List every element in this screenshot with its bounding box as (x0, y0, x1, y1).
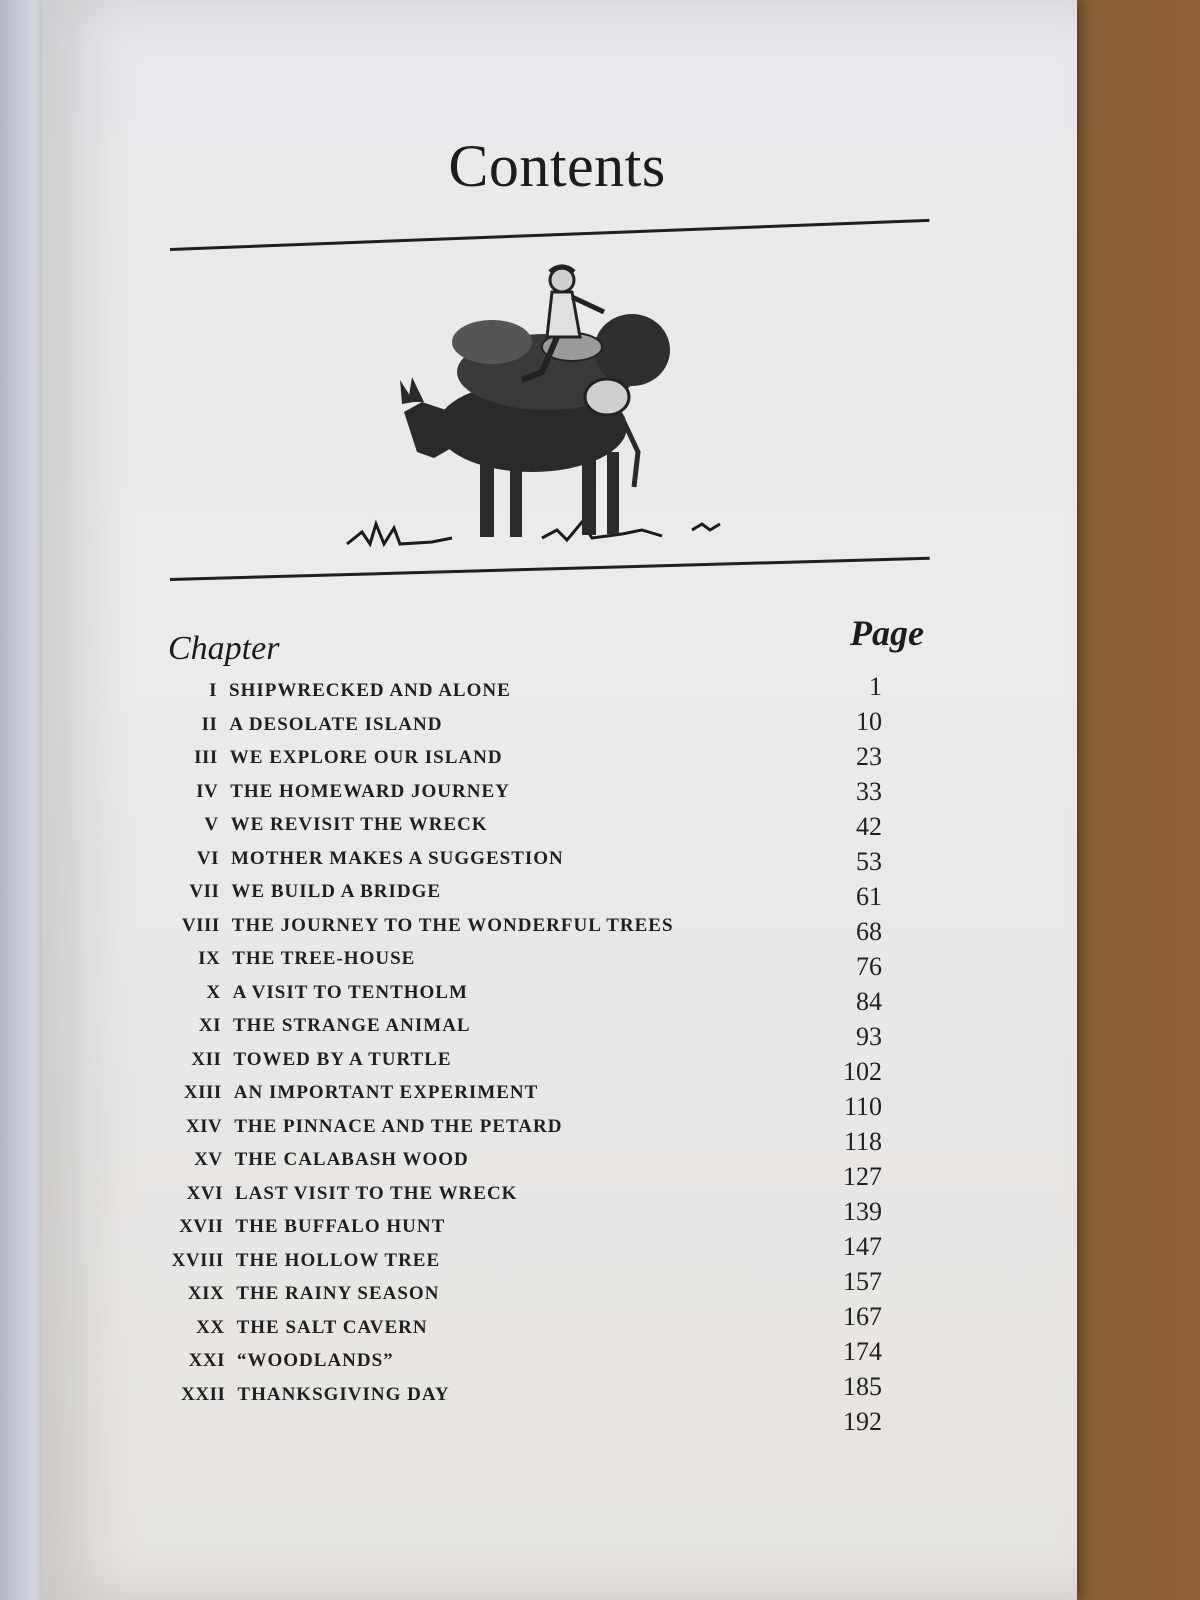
chapter-title: WE BUILD A BRIDGE (231, 881, 442, 902)
toc-entry (138, 781, 778, 811)
toc-entry (139, 848, 779, 878)
chapter-title: THE SALT CAVERN (236, 1316, 428, 1338)
chapter-number: XXI (188, 1350, 225, 1371)
chapter-title: THE PINNACE AND THE PETARD (234, 1115, 563, 1137)
page-number: 10 (856, 707, 882, 736)
page-number: 167 (843, 1302, 882, 1331)
chapter-number: X (206, 981, 221, 1003)
chapter-number: XXII (181, 1383, 226, 1405)
toc-entry (144, 1283, 784, 1313)
chapter-number: VII (189, 881, 220, 902)
toc-entry (145, 1317, 785, 1347)
page-number: 185 (843, 1372, 882, 1401)
page-number: 139 (843, 1197, 882, 1226)
chapter-number: III (194, 747, 218, 768)
page-column-heading: Page (850, 613, 924, 653)
chapter-number: XIII (183, 1082, 222, 1103)
chapter-number: XIX (187, 1283, 225, 1304)
chapter-title: THANKSGIVING DAY (237, 1383, 450, 1405)
page-number: 157 (843, 1267, 882, 1296)
chapter-number: IV (196, 780, 219, 802)
chapter-number: XVIII (171, 1249, 224, 1271)
page-number: 192 (843, 1407, 882, 1436)
page-number: 93 (856, 1022, 882, 1051)
chapter-title: AN IMPORTANT EXPERIMENT (233, 1082, 539, 1103)
toc-entry (139, 814, 779, 844)
book-page (42, 0, 1077, 1600)
toc-entry (141, 1049, 781, 1079)
page-number: 53 (856, 847, 882, 876)
page-number: 118 (843, 1127, 882, 1156)
page-title: Contents (448, 133, 666, 199)
chapter-number: XIV (185, 1115, 223, 1137)
toc-entry (141, 1015, 781, 1045)
chapter-number: VI (196, 847, 219, 869)
table-of-contents (42, 0, 1072, 1600)
page-number: 76 (856, 952, 882, 981)
page-number: 42 (856, 812, 882, 841)
toc-entry (145, 1384, 785, 1414)
chapter-number: I (209, 680, 217, 701)
toc-entry (144, 1250, 784, 1280)
page-number: 174 (843, 1337, 882, 1366)
chapter-title: SHIPWRECKED AND ALONE (229, 680, 511, 701)
chapter-title: WE EXPLORE OUR ISLAND (229, 747, 503, 768)
toc-entry (143, 1149, 783, 1179)
toc-entry (142, 1116, 782, 1146)
chapter-title: THE CALABASH WOOD (234, 1149, 469, 1170)
toc-entry (140, 948, 780, 978)
chapter-title: THE BUFFALO HUNT (235, 1216, 446, 1237)
chapter-number: V (204, 814, 219, 835)
chapter-number: VIII (181, 914, 220, 936)
page-number: 33 (856, 777, 882, 806)
chapter-number: II (201, 713, 218, 735)
page-number: 68 (856, 917, 882, 946)
chapter-title: WE REVISIT THE WRECK (230, 814, 488, 835)
toc-entry (137, 680, 777, 710)
chapter-title: TOWED BY A TURTLE (233, 1048, 452, 1070)
chapter-title: THE RAINY SEASON (236, 1283, 440, 1304)
chapter-title: THE JOURNEY TO THE WONDERFUL TREES (231, 914, 674, 936)
chapter-title: THE STRANGE ANIMAL (233, 1015, 471, 1036)
page-number: 110 (843, 1092, 882, 1121)
chapter-number: IX (198, 948, 221, 969)
chapter-title: A VISIT TO TENTHOLM (232, 981, 468, 1003)
chapter-title: MOTHER MAKES A SUGGESTION (231, 847, 564, 869)
chapter-column-heading: Chapter (168, 630, 280, 667)
page-number: 84 (856, 987, 882, 1016)
page-number: 1 (869, 672, 882, 701)
toc-entry (145, 1350, 785, 1380)
page-number: 61 (856, 882, 882, 911)
chapter-title: THE TREE-HOUSE (232, 948, 416, 969)
toc-entry (143, 1216, 783, 1246)
page-number: 23 (856, 742, 882, 771)
chapter-title: LAST VISIT TO THE WRECK (235, 1182, 518, 1204)
chapter-title: A DESOLATE ISLAND (229, 713, 443, 735)
chapter-number: XVI (186, 1182, 223, 1204)
chapter-title: “WOODLANDS” (237, 1350, 394, 1371)
toc-entry (140, 915, 780, 945)
toc-entry (138, 747, 778, 777)
chapter-number: XV (194, 1149, 223, 1170)
toc-entry (141, 982, 781, 1012)
toc-entry (137, 714, 777, 744)
chapter-title: THE HOMEWARD JOURNEY (230, 780, 510, 802)
page-number: 102 (843, 1057, 882, 1086)
chapter-number: XX (196, 1316, 225, 1338)
chapter-number: XVII (179, 1216, 224, 1237)
page-number: 147 (843, 1232, 882, 1261)
page-number: 127 (843, 1162, 882, 1191)
chapter-number: XII (191, 1048, 222, 1070)
toc-entry (143, 1183, 783, 1213)
chapter-number: XI (198, 1015, 221, 1036)
toc-entry (139, 881, 779, 911)
chapter-title: THE HOLLOW TREE (235, 1249, 441, 1271)
toc-entry (142, 1082, 782, 1112)
